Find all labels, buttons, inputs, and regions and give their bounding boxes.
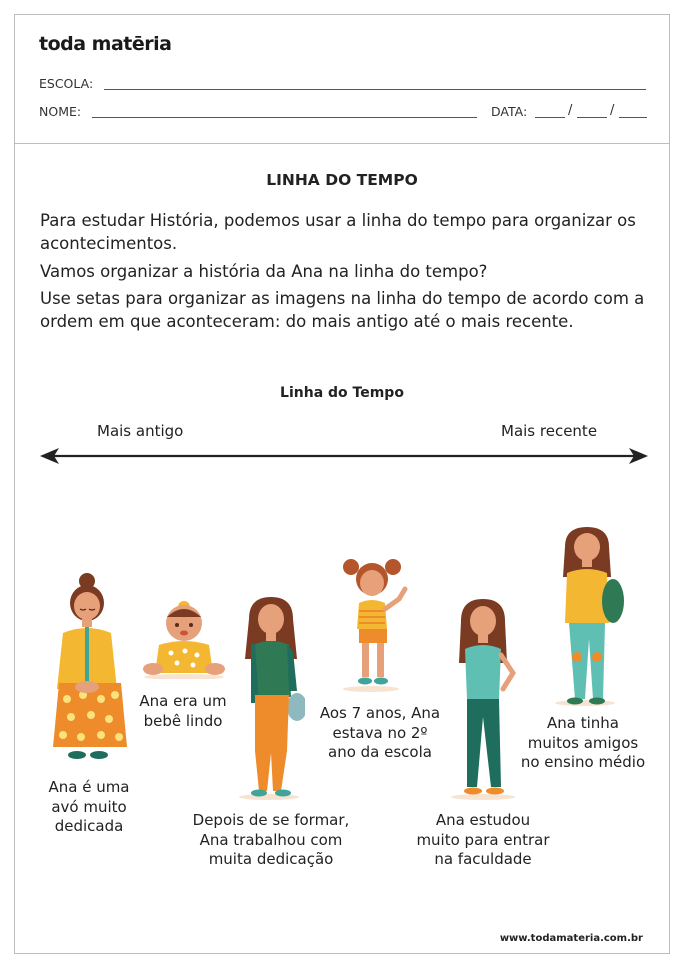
caption-line: Depois de se formar, bbox=[192, 811, 350, 829]
caption-student bbox=[408, 811, 558, 870]
caption-line: estava no 2º bbox=[332, 723, 428, 742]
student-illustration bbox=[443, 597, 523, 801]
caption-line: muito para entrar bbox=[416, 830, 550, 849]
timeline-right-label: Mais recente bbox=[501, 422, 598, 440]
caption-baby bbox=[123, 692, 243, 731]
caption-line: avó muito bbox=[51, 797, 127, 816]
name-field[interactable] bbox=[92, 117, 477, 118]
caption-line: Ana trabalhou com bbox=[199, 830, 343, 849]
date-day-field[interactable] bbox=[535, 117, 565, 118]
timeline-left-label: Mais antigo bbox=[97, 422, 184, 440]
caption-working bbox=[181, 811, 361, 870]
footer-url[interactable]: www.todamateria.com.br bbox=[499, 933, 643, 944]
working-woman-illustration bbox=[237, 595, 305, 801]
caption-line: dedicada bbox=[54, 817, 124, 835]
date-separator: / bbox=[610, 103, 615, 118]
caption-grandmother bbox=[29, 778, 149, 837]
caption-line: muita dedicação bbox=[208, 850, 334, 868]
caption-line: bebê lindo bbox=[143, 711, 223, 730]
header-divider bbox=[15, 143, 669, 144]
school-field[interactable] bbox=[104, 89, 646, 90]
date-year-field[interactable] bbox=[619, 117, 647, 118]
caption-line: na faculdade bbox=[434, 850, 532, 868]
grandmother-illustration bbox=[49, 571, 131, 763]
highschool-girl-illustration bbox=[551, 525, 627, 707]
caption-line: Ana tinha bbox=[547, 714, 619, 732]
caption-highschool bbox=[513, 714, 653, 773]
date-label: DATA: bbox=[491, 104, 528, 119]
caption-line: Ana era um bbox=[139, 692, 227, 710]
date-month-field[interactable] bbox=[577, 117, 607, 118]
caption-line: Aos 7 anos, Ana bbox=[319, 704, 441, 722]
caption-line: Ana estudou bbox=[435, 811, 531, 829]
timeline-double-arrow bbox=[39, 445, 649, 467]
page-title: LINHA DO TEMPO bbox=[266, 171, 418, 189]
caption-child bbox=[310, 704, 450, 763]
date-separator: / bbox=[568, 103, 573, 118]
timeline-title: Linha do Tempo bbox=[280, 385, 404, 401]
instruction-paragraph: Use setas para organizar as imagens na linha do tempo de acordo com a ordem em que aconteceram: do mais antigo até o mais recente. bbox=[40, 289, 645, 331]
school-label: ESCOLA: bbox=[39, 76, 94, 91]
caption-line: Ana é uma bbox=[48, 778, 130, 796]
caption-line: muitos amigos bbox=[527, 733, 639, 752]
child-illustration bbox=[337, 553, 411, 693]
worksheet bbox=[14, 14, 670, 954]
baby-illustration bbox=[139, 597, 229, 679]
name-label: NOME: bbox=[39, 104, 82, 119]
caption-line: ano da escola bbox=[328, 743, 432, 761]
question-paragraph: Vamos organizar a história da Ana na linha do tempo? bbox=[40, 262, 488, 281]
brand-logo: toda matēria bbox=[39, 33, 172, 55]
intro-paragraph: Para estudar História, podemos usar a linha do tempo para organizar os acontecimentos. bbox=[40, 211, 636, 253]
caption-line: no ensino médio bbox=[520, 753, 646, 771]
